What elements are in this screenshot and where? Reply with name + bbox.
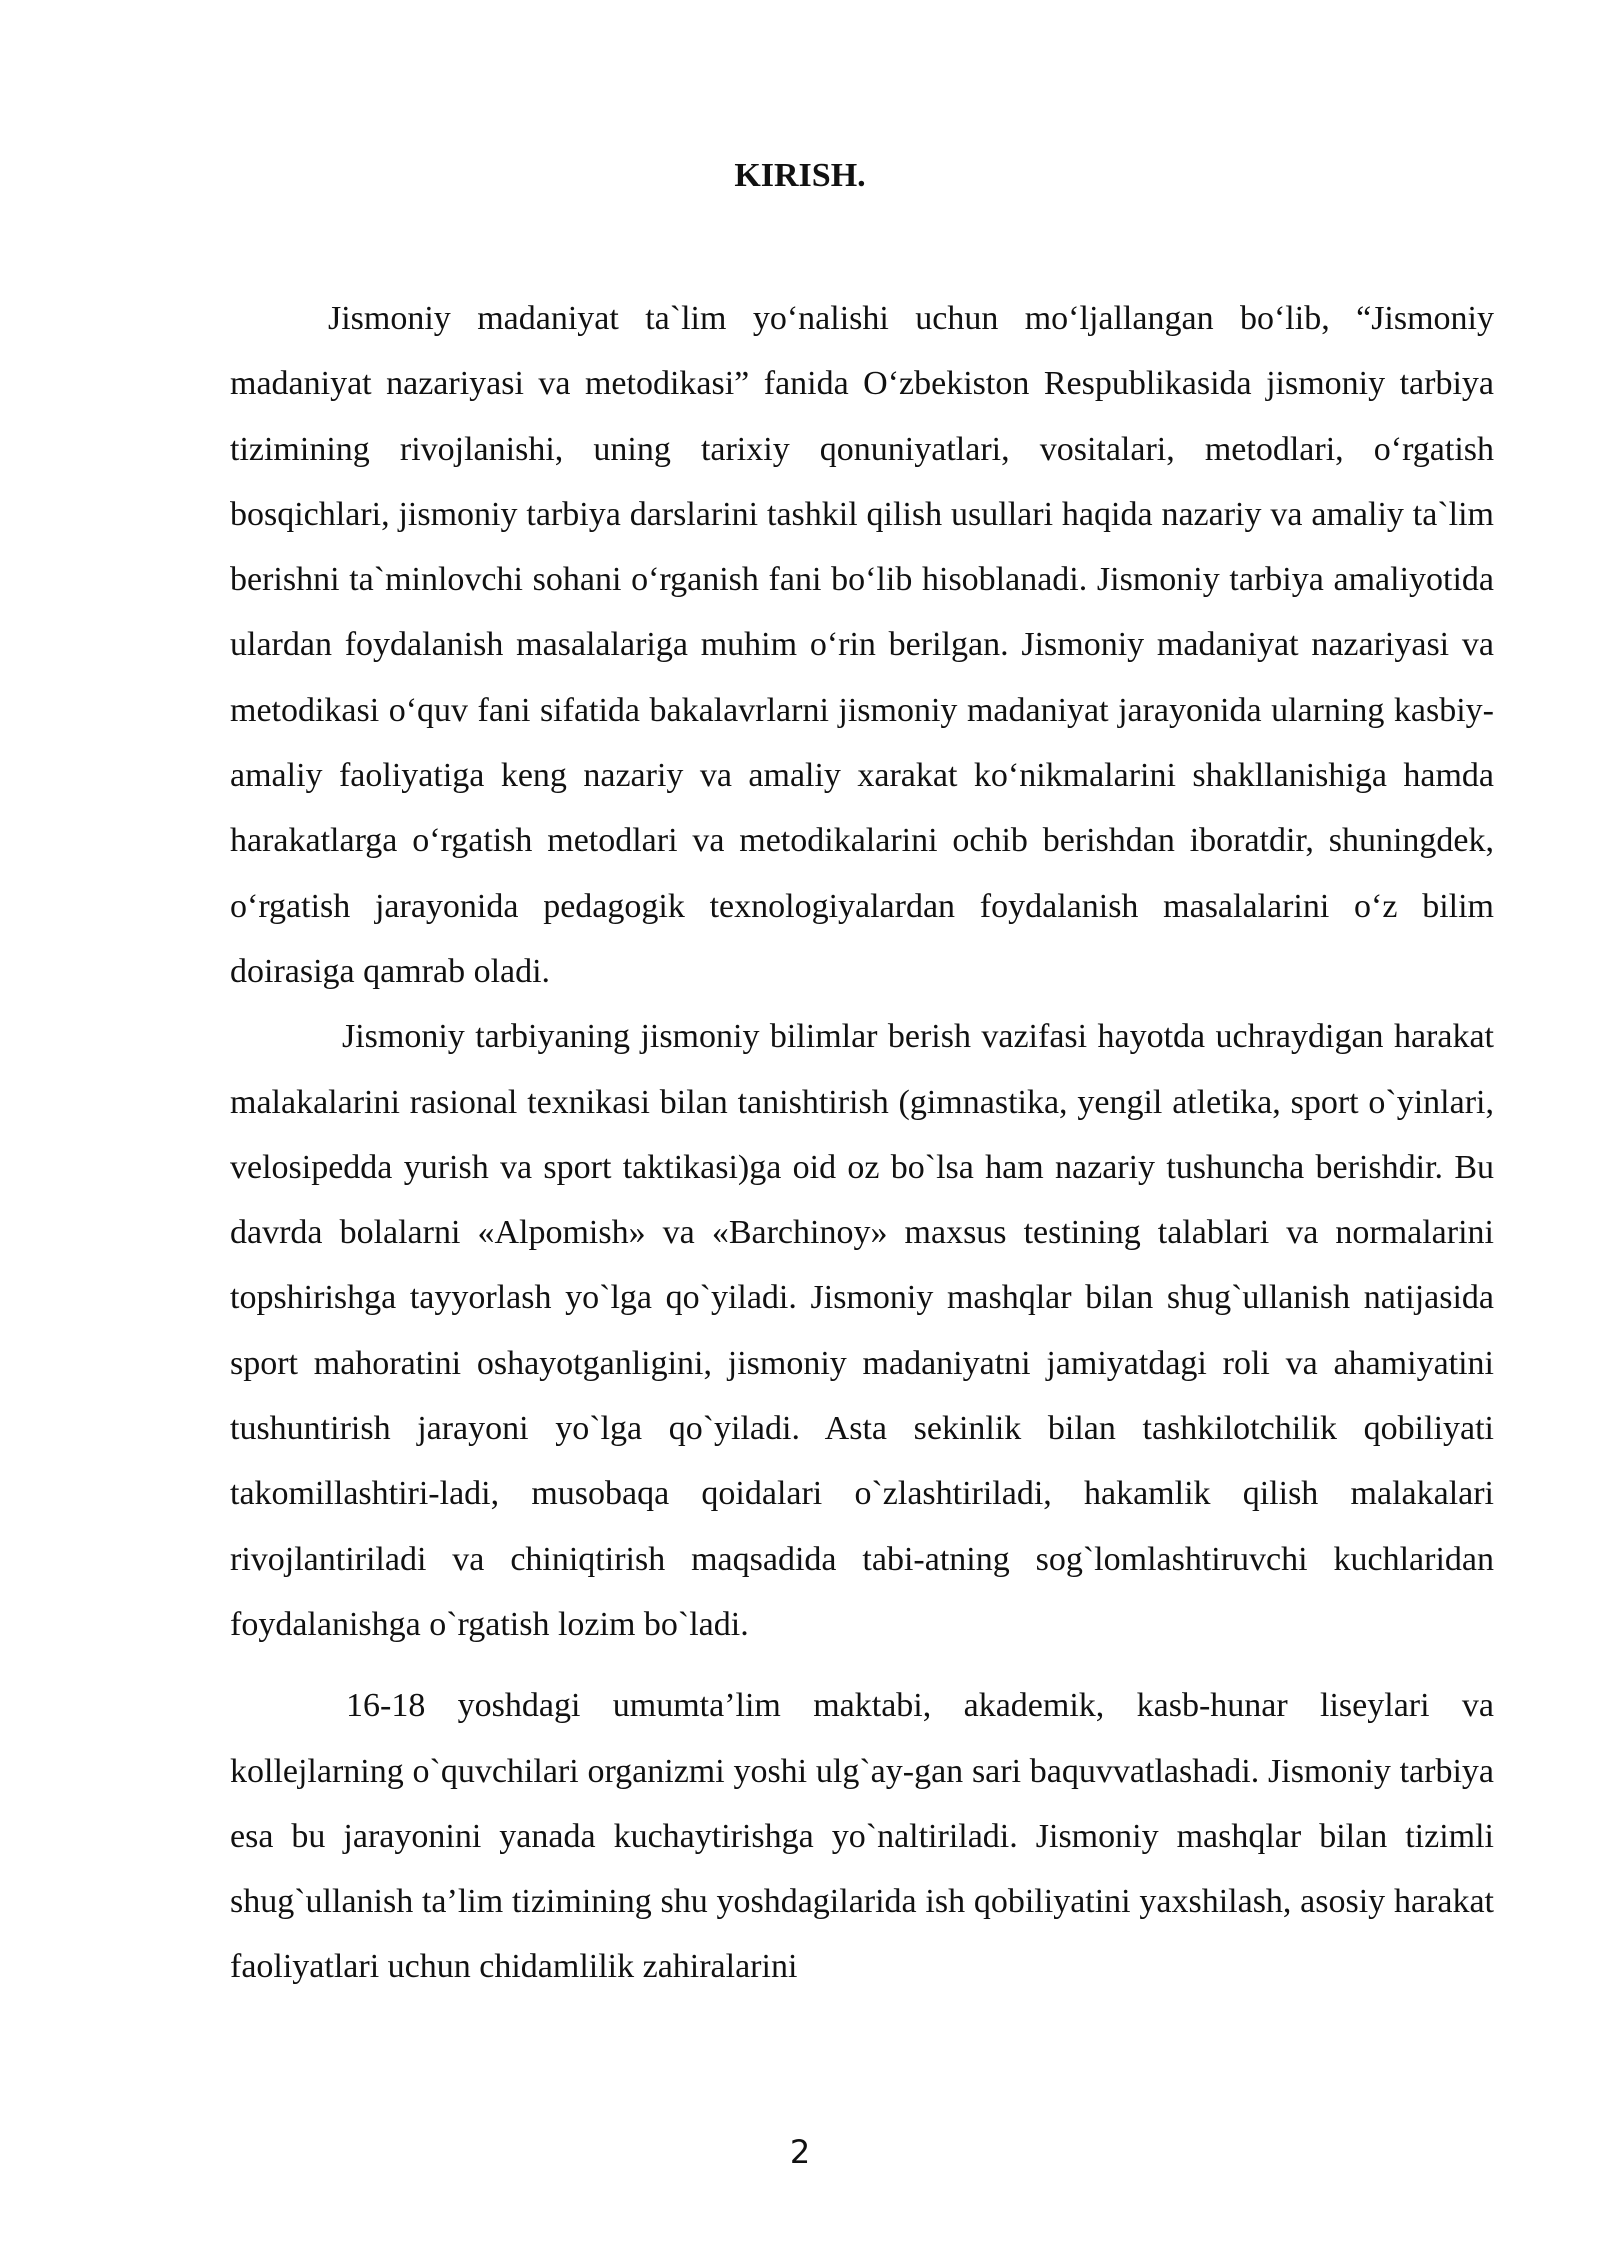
page-title: KIRISH.: [734, 157, 866, 194]
body-text: [230, 286, 1494, 2000]
page-number: 2: [789, 2133, 811, 2171]
paragraph-1: Jismoniy madaniyat ta`lim yo‘nalishi uchun mo‘ljallangan bo‘lib, “Jismoniy madaniyat nazariyasi va metodikasi” fanida O‘zbekiston Respublikasida jismoniy tarbiya tizimining rivojlanishi, uning tarixiy qonuniyatlari, vositalari, metodlari, o‘rgatish bosqichlari, jismoniy tarbiya darslarini tashkil qilish usullari haqida nazariy va amaliy ta`lim berishni ta`minlovchi sohani o‘rganish fani bo‘lib hisoblanadi. Jismoniy tarbiya amaliyotida ulardan foydalanish masalalariga muhim o‘rin berilgan. Jismoniy madaniyat nazariyasi va metodikasi o‘quv fani sifatida bakalavrlarni jismoniy madaniyat jarayonida ularning kasbiy-amaliy faoliyatiga keng nazariy va amaliy xarakat ko‘nikmalarini shakllanishiga hamda harakatlarga o‘rgatish metodlari va metodikalarini ochib berishdan iboratdir, shuningdek, o‘rgatish jarayonida pedagogik texnologiyalardan foydalanish masalalarini o‘z bilim doirasiga qamrab oladi.: [230, 300, 1494, 990]
paragraph-3: 16-18 yoshdagi umumta’lim maktabi, akademik, kasb-hunar liseylari va kollejlarning o`quvchilari organizmi yoshi ulg`ay-gan sari baquvvatlashadi. Jismoniy tarbiya esa bu jarayonini yanada kuchaytirishga yo`naltiriladi. Jismoniy mashqlar bilan tizimli shug`ullanish ta’lim tizimining shu yoshdagilarida ish qobiliyatini yaxshilash, asosiy harakat faoliyatlari uchun chidamlilik zahiralarini: [230, 1687, 1494, 1986]
paragraph-2: Jismoniy tarbiyaning jismoniy bilimlar berish vazifasi hayotda uchraydigan harakat malakalarini rasional texnikasi bilan tanishtirish (gimnastika, yengil atletika, sport o`yinlari, velosipedda yurish va sport taktikasi)ga oid oz bo`lsa ham nazariy tushuncha berishdir. Bu davrda bolalarni «Alpomish» va «Barchinoy» maxsus testining talablari va normalarini topshirishga tayyorlash yo`lga qo`yiladi. Jismoniy mashqlar bilan shug`ullanish natijasida sport mahoratini oshayotganligini, jismoniy madaniyatni jamiyatdagi roli va ahamiyatini tushuntirish jarayoni yo`lga qo`yiladi. Asta sekinlik bilan tashkilotchilik qobiliyati takomillashtiri-ladi, musobaqa qoidalari o`zlashtiriladi, hakamlik qilish malakalari rivojlantiriladi va chiniqtirish maqsadida tabi-atning sog`lomlashtiruvchi kuchlaridan foydalanishga o`rgatish lozim bo`ladi.: [230, 1018, 1494, 1643]
